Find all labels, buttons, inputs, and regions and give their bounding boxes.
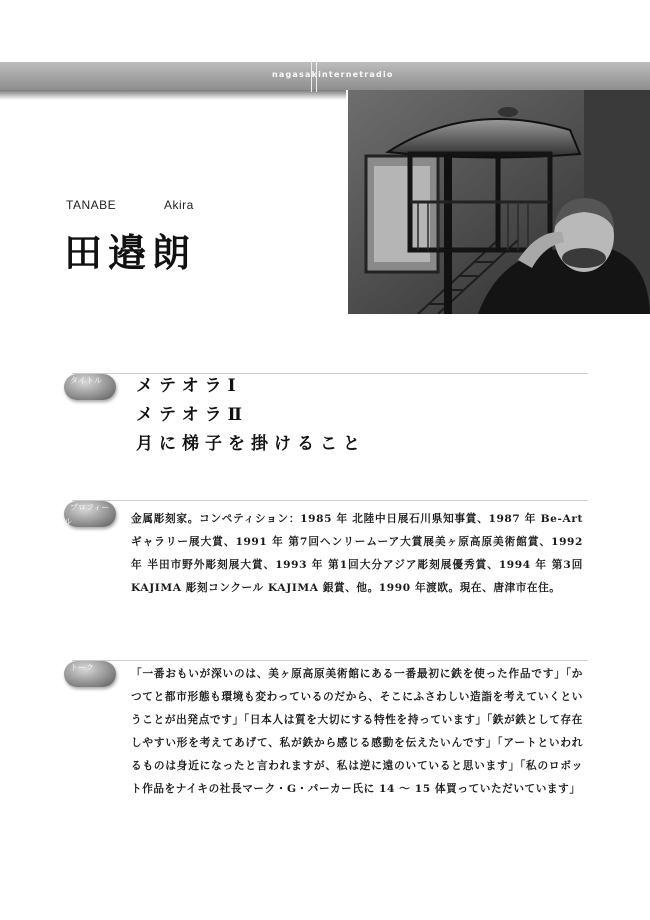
- talk-text: 「一番おもいが深いのは、美ヶ原高原美術館にある一番最初に鉄を使った作品です」「かつてと都市形態も環境も変わっているのだから、そこにふさわしい造詣を考えていくということが出発点です」「日本人は質を大切にする特性を持っています」「鉄が鉄として存在しやすい形を考えてあげて、私が鉄から感じる感動を伝えたいんです」「アートといわれるものは身近になったと言われますが、私は逆に遠のいていると思います」「私のロボット作品をナイキの社長マーク・G・パーカー氏に 14 ～ 15 体買っていただいています」: [131, 668, 583, 795]
- given-name-roman: Akira: [164, 198, 194, 212]
- title-item: 月に梯子を掛けること: [136, 434, 366, 454]
- title-item: メテオラⅡ: [136, 405, 248, 425]
- brand-title: nagasakinternetradio: [272, 70, 394, 79]
- section-divider: [72, 500, 588, 501]
- profile-label-badge: プロフィール: [64, 501, 116, 527]
- portrait-photo-icon: [348, 90, 650, 314]
- title-list: [136, 372, 366, 459]
- artist-photo: [348, 90, 650, 314]
- artist-name-kanji: 田邉朗: [64, 230, 197, 275]
- profile-text: 金属彫刻家。コンペティション：1985 年 北陸中日展石川県知事賞、1987 年 Be-Art ギャラリー展大賞、1991 年 第7回ヘンリームーア大賞展美ヶ原高原美術館賞、1992 年 半田市野外彫刻展大賞、1993 年 第1回大分アジア彫刻展優秀賞、1994 年 第3回 KAJIMA 彫刻コンクール KAJIMA 銀賞、他。1990 年渡欧。現在、唐津市在住。: [131, 513, 583, 594]
- talk-label-badge: トーク: [64, 661, 116, 687]
- title-item: メテオラⅠ: [136, 376, 242, 396]
- title-label-badge: タイトル: [64, 374, 116, 400]
- section-divider: [72, 660, 588, 661]
- header-shadow: [0, 90, 346, 100]
- surname-roman: TANABE: [66, 198, 117, 212]
